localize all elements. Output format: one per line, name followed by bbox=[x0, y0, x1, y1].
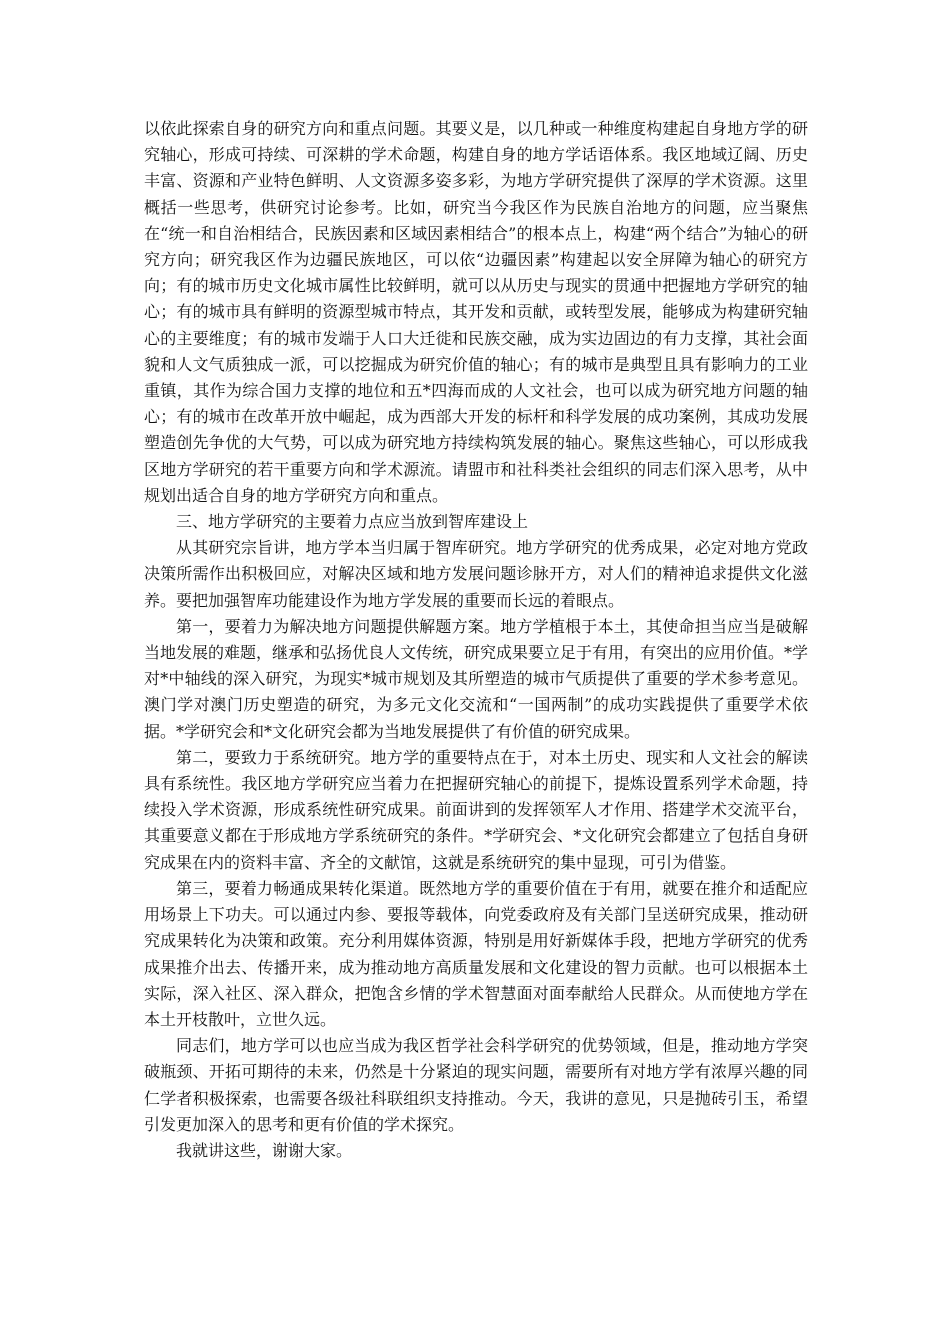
document-page bbox=[144, 116, 808, 1164]
paragraph-research-axes: 以依此探索自身的研究方向和重点问题。其要义是，以几种或一种维度构建起自身地方学的研究轴心，形成可持续、可深耕的学术命题，构建自身的地方学话语体系。我区地域辽阔、历史丰富、资源和产业特色鲜明、人文资源多姿多彩，为地方学研究提供了深厚的学术资源。这里概括一些思考，供研究讨论参考。比如，研究当今我区作为民族自治地方的问题，应当聚焦在“统一和自治相结合，民族因素和区域因素相结合”的根本点上，构建“两个结合”为轴心的研究方向；研究我区作为边疆民族地区，可以依“边疆因素”构建起以安全屏障为轴心的研究方向；有的城市历史文化城市属性比较鲜明，就可以从历史与现实的贯通中把握地方学研究的轴心；有的城市具有鲜明的资源型城市特点，其开发和贡献，或转型发展，能够成为构建研究轴心的主要维度；有的城市发端于人口大迁徙和民族交融，成为实边固边的有力支撑，其社会面貌和人文气质独成一派，可以挖掘成为研究价值的轴心；有的城市是典型且具有影响力的工业重镇，其作为综合国力支撑的地位和五*四海而成的人文社会，也可以成为研究地方问题的轴心；有的城市在改革开放中崛起，成为西部大开发的标杆和科学发展的成功案例，其成功发展塑造创先争优的大气势，可以成为研究地方持续构筑发展的轴心。聚焦这些轴心，可以形成我区地方学研究的若干重要方向和学术源流。请盟市和社科类社会组织的同志们深入思考，从中规划出适合自身的地方学研究方向和重点。 bbox=[144, 119, 808, 505]
paragraph-closing: 我就讲这些，谢谢大家。 bbox=[176, 1140, 353, 1160]
paragraph-point-one: 第一，要着力为解决地方问题提供解题方案。地方学植根于本土，其使命担当应当是破解当地发展的难题，继承和弘扬优良人文传统，研究成果要立足于有用，有突出的应用价值。*学对*中轴线的深入研究，为现实*城市规划及其所塑造的城市气质提供了重要的学术参考意见。澳门学对澳门历史塑造的研究，为多元文化交流和“一国两制”的成功实践提供了重要学术依据。*学研究会和*文化研究会都为当地发展提供了有价值的研究成果。 bbox=[144, 616, 809, 741]
paragraph-conclusion: 同志们，地方学可以也应当成为我区哲学社会科学研究的优势领域，但是，推动地方学突破瓶颈、开拓可期待的未来，仍然是十分紧迫的现实问题，需要所有对地方学有浓厚兴趣的同仁学者积极探索，也需要各级社科联组织支持推动。今天，我讲的意见，只是抛砖引玉，希望引发更加深入的思考和更有价值的学术探究。 bbox=[144, 1036, 808, 1134]
section-heading-think-tank: 三、地方学研究的主要着力点应当放到智库建设上 bbox=[176, 512, 529, 532]
paragraph-point-two: 第二，要致力于系统研究。地方学的重要特点在于，对本土历史、现实和人文社会的解读具有系统性。我区地方学研究应当着力在把握研究轴心的前提下，提炼设置系列学术命题，持续投入学术资源，形成系统性研究成果。前面讲到的发挥领军人才作用、搭建学术交流平台，其重要意义都在于形成地方学系统研究的条件。*学研究会、*文化研究会都建立了包括自身研究成果在内的资料丰富、齐全的文献馆，这就是系统研究的集中显现，可引为借鉴。 bbox=[144, 747, 808, 872]
paragraph-think-tank-purpose: 从其研究宗旨讲，地方学本当归属于智库研究。地方学研究的优秀成果，必定对地方党政决策所需作出积极回应，对解决区域和地方发展问题诊脉开方，对人们的精神追求提供文化滋养。要把加强智库功能建设作为地方学发展的重要而长远的着眼点。 bbox=[144, 538, 808, 610]
paragraph-point-three: 第三，要着力畅通成果转化渠道。既然地方学的重要价值在于有用，就要在推介和适配应用场景上下功夫。可以通过内参、要报等载体，向党委政府及有关部门呈送研究成果，推动研究成果转化为决策和政策。充分利用媒体资源，特别是用好新媒体手段，把地方学研究的优秀成果推介出去、传播开来，成为推动地方高质量发展和文化建设的智力贡献。也可以根据本土实际，深入社区、深入群众，把饱含乡情的学术智慧面对面奉献给人民群众。从而使地方学在本土开枝散叶，立世久远。 bbox=[144, 878, 808, 1029]
